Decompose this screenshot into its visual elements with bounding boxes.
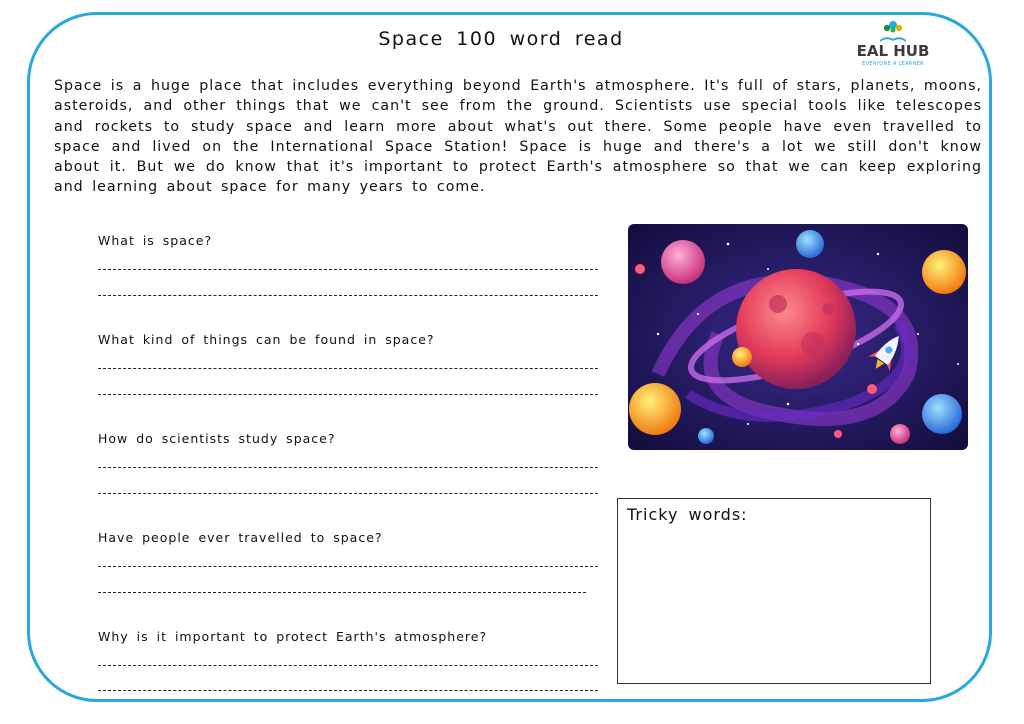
answer-line[interactable] [98, 368, 598, 369]
answer-line[interactable] [98, 394, 598, 395]
answer-line[interactable] [98, 690, 598, 691]
question-5: Why is it important to protect Earth's atmosphere? [98, 629, 488, 644]
reading-passage: Space is a huge place that includes everything beyond Earth's atmosphere. It's full of stars, planets, moons, asteroids, and other things that we can't see from the ground. Scientists use special tools like telescopes and rockets to study space and learn more about what's out there. Some people have even travelled to space and lived on the International Space Station! Space is huge and there's a lot we still don't know about it. But we do know that it's important to protect Earth's atmosphere so that we can keep exploring and learning about space for many years to come. [54, 78, 982, 196]
logo-text: EAL HUB [856, 42, 930, 60]
answer-line[interactable] [98, 295, 598, 296]
answer-line[interactable] [98, 269, 598, 270]
planet-icon [922, 394, 962, 434]
logo-tagline: EVERYONE A LEARNER [862, 61, 924, 67]
planet-icon [922, 250, 966, 294]
planet-icon [796, 230, 824, 258]
planet-icon [661, 240, 705, 284]
planet-icon [736, 269, 856, 389]
book-tree-icon [848, 18, 938, 44]
question-1: What is space? [98, 233, 213, 248]
tricky-words-label: Tricky words: [627, 505, 748, 524]
eal-hub-logo [848, 18, 938, 74]
answer-line[interactable] [98, 592, 586, 593]
question-3: How do scientists study space? [98, 431, 336, 446]
question-2: What kind of things can be found in space? [98, 332, 435, 347]
answer-line[interactable] [98, 493, 598, 494]
answer-line[interactable] [98, 467, 598, 468]
page-title: Space 100 word read [378, 28, 624, 50]
question-4: Have people ever travelled to space? [98, 530, 383, 545]
space-illustration [628, 224, 968, 450]
answer-line[interactable] [98, 566, 598, 567]
answer-line[interactable] [98, 665, 598, 666]
tricky-words-box[interactable] [617, 498, 931, 684]
planet-icon [629, 383, 681, 435]
